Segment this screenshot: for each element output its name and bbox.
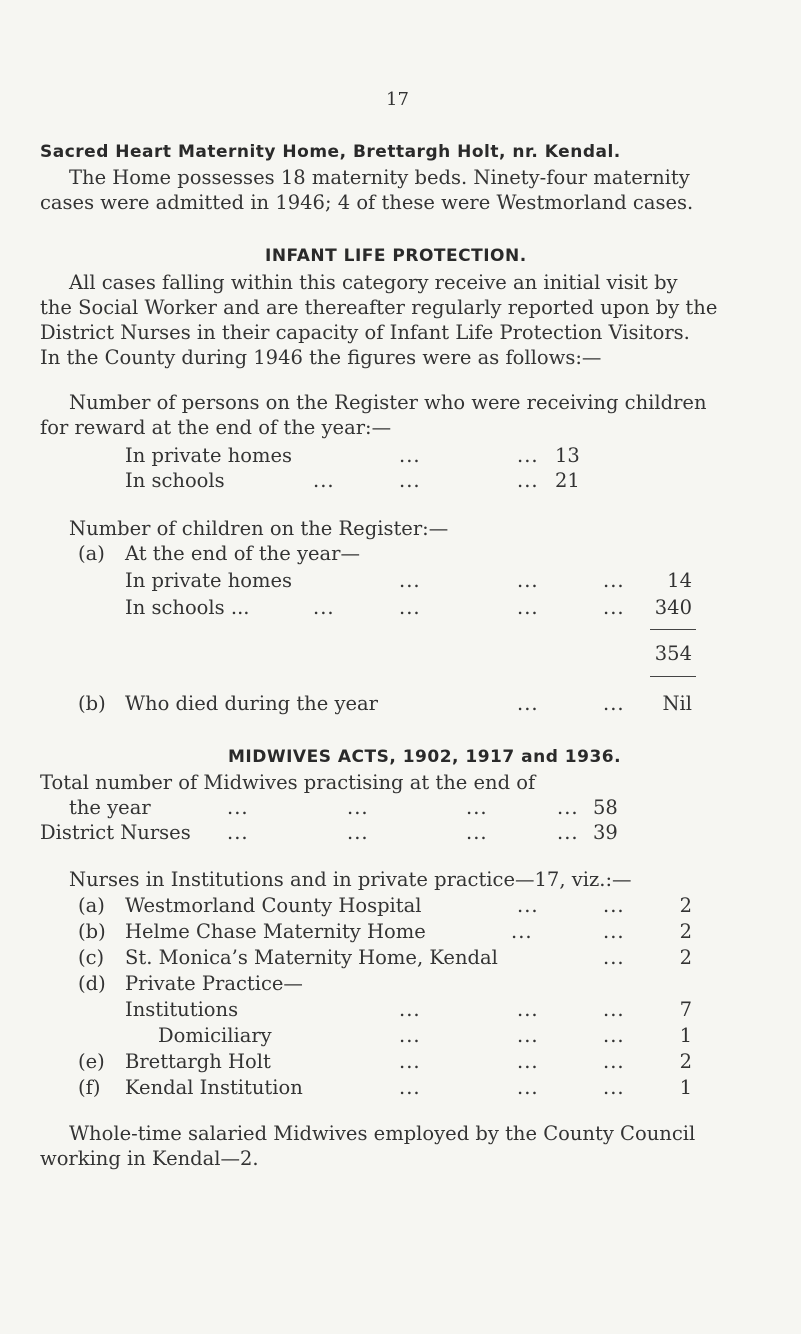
whole-time-line-2: working in Kendal—2. — [40, 1147, 259, 1170]
district-dots-1: ... — [227, 821, 249, 844]
infant-life-line-1: All cases falling within this category receive an initial visit by — [69, 271, 678, 294]
midwives-total-line-1: Total number of Midwives practising at the end of — [40, 771, 536, 794]
item-institutions-dots-3: ... — [603, 998, 625, 1021]
item-b-dots-2: ... — [603, 920, 625, 943]
children-b-dots-2: ... — [603, 692, 625, 715]
item-f-value: 1 — [679, 1076, 692, 1099]
midwives-total-line-2: the year — [69, 796, 151, 819]
page-number: 17 — [386, 89, 409, 110]
children-private-homes-label: In private homes — [125, 569, 293, 592]
item-e-dots-2: ... — [517, 1050, 539, 1073]
children-private-homes-dots-1: ... — [399, 569, 421, 592]
item-f-dots-1: ... — [399, 1076, 421, 1099]
infant-life-line-2: the Social Worker and are thereafter regularly reported upon by the — [40, 296, 718, 319]
item-a-value: 2 — [679, 894, 692, 917]
institutions-intro: Nurses in Institutions and in private practice—17, viz.:— — [69, 868, 632, 891]
children-sum-rule-bottom — [650, 676, 696, 677]
midwives-total-dots-3: ... — [466, 796, 488, 819]
item-f-label: Kendal Institution — [125, 1076, 303, 1099]
district-dots-3: ... — [466, 821, 488, 844]
item-b-label: Helme Chase Maternity Home — [125, 920, 426, 943]
children-private-homes-dots-3: ... — [603, 569, 625, 592]
item-institutions-label: Institutions — [125, 998, 239, 1021]
item-a-label: Westmorland County Hospital — [125, 894, 422, 917]
item-d-label: Private Practice— — [125, 972, 303, 995]
persons-private-homes-value: 13 — [555, 444, 580, 467]
district-nurses-value: 39 — [593, 821, 618, 844]
item-institutions-dots-1: ... — [399, 998, 421, 1021]
item-b-letter: (b) — [78, 920, 106, 943]
persons-intro-2: for reward at the end of the year:— — [40, 416, 392, 439]
persons-schools-dots-3: ... — [517, 469, 539, 492]
item-f-letter: (f) — [78, 1076, 101, 1099]
children-intro: Number of children on the Register:— — [69, 517, 449, 540]
persons-private-homes-label: In private homes — [125, 444, 293, 467]
sacred-heart-line-2: cases were admitted in 1946; 4 of these were Westmorland cases. — [40, 191, 694, 214]
item-e-letter: (e) — [78, 1050, 105, 1073]
children-total-value: 354 — [654, 642, 692, 665]
children-b-letter: (b) — [78, 692, 106, 715]
children-a-text: At the end of the year— — [125, 542, 360, 565]
children-b-text: Who died during the year — [125, 692, 378, 715]
item-d-letter: (d) — [78, 972, 106, 995]
item-e-label: Brettargh Holt — [125, 1050, 271, 1073]
item-domiciliary-value: 1 — [679, 1024, 692, 1047]
persons-private-homes-dots-2: ... — [517, 444, 539, 467]
district-dots-4: ... — [557, 821, 579, 844]
item-b-value: 2 — [679, 920, 692, 943]
children-schools-dots-2: ... — [399, 596, 421, 619]
persons-schools-dots-2: ... — [399, 469, 421, 492]
item-a-dots-1: ... — [517, 894, 539, 917]
persons-private-homes-dots: ... — [399, 444, 421, 467]
item-e-dots-3: ... — [603, 1050, 625, 1073]
midwives-total-value: 58 — [593, 796, 618, 819]
item-c-dots: ... — [603, 946, 625, 969]
infant-life-line-3: District Nurses in their capacity of Infant Life Protection Visitors. — [40, 321, 690, 344]
sacred-heart-line-1: The Home possesses 18 maternity beds. Ninety-four maternity — [69, 166, 690, 189]
children-private-homes-dots-2: ... — [517, 569, 539, 592]
item-institutions-value: 7 — [679, 998, 692, 1021]
item-domiciliary-dots-2: ... — [517, 1024, 539, 1047]
item-domiciliary-label: Domiciliary — [158, 1024, 272, 1047]
district-nurses-label: District Nurses — [40, 821, 191, 844]
item-e-dots-1: ... — [399, 1050, 421, 1073]
persons-schools-value: 21 — [555, 469, 580, 492]
item-e-value: 2 — [679, 1050, 692, 1073]
midwives-total-dots-4: ... — [557, 796, 579, 819]
infant-life-heading: INFANT LIFE PROTECTION. — [265, 246, 527, 266]
district-dots-2: ... — [347, 821, 369, 844]
item-a-letter: (a) — [78, 894, 105, 917]
midwives-total-dots-2: ... — [347, 796, 369, 819]
persons-intro-1: Number of persons on the Register who were receiving children — [69, 391, 707, 414]
children-b-dots-1: ... — [517, 692, 539, 715]
midwives-heading: MIDWIVES ACTS, 1902, 1917 and 1936. — [228, 747, 622, 767]
item-institutions-dots-2: ... — [517, 998, 539, 1021]
persons-schools-label: In schools — [125, 469, 225, 492]
infant-life-line-4: In the County during 1946 the figures were as follows:— — [40, 346, 602, 369]
children-schools-dots-3: ... — [517, 596, 539, 619]
children-schools-dots-4: ... — [603, 596, 625, 619]
children-schools-label: In schools ... — [125, 596, 250, 619]
item-domiciliary-dots-1: ... — [399, 1024, 421, 1047]
sacred-heart-heading: Sacred Heart Maternity Home, Brettargh Holt, nr. Kendal. — [40, 142, 621, 162]
item-domiciliary-dots-3: ... — [603, 1024, 625, 1047]
children-private-homes-value: 14 — [667, 569, 692, 592]
item-b-dots-1: ... — [511, 920, 533, 943]
item-f-dots-2: ... — [517, 1076, 539, 1099]
whole-time-line-1: Whole-time salaried Midwives employed by the County Council — [69, 1122, 696, 1145]
children-schools-value: 340 — [654, 596, 692, 619]
item-c-value: 2 — [679, 946, 692, 969]
midwives-total-dots-1: ... — [227, 796, 249, 819]
children-a-letter: (a) — [78, 542, 105, 565]
item-c-label: St. Monica’s Maternity Home, Kendal — [125, 946, 498, 969]
item-a-dots-2: ... — [603, 894, 625, 917]
item-f-dots-3: ... — [603, 1076, 625, 1099]
persons-schools-dots: ... — [313, 469, 335, 492]
children-sum-rule-top — [650, 629, 696, 630]
children-schools-dots-1: ... — [313, 596, 335, 619]
item-c-letter: (c) — [78, 946, 105, 969]
children-b-value: Nil — [662, 692, 692, 715]
